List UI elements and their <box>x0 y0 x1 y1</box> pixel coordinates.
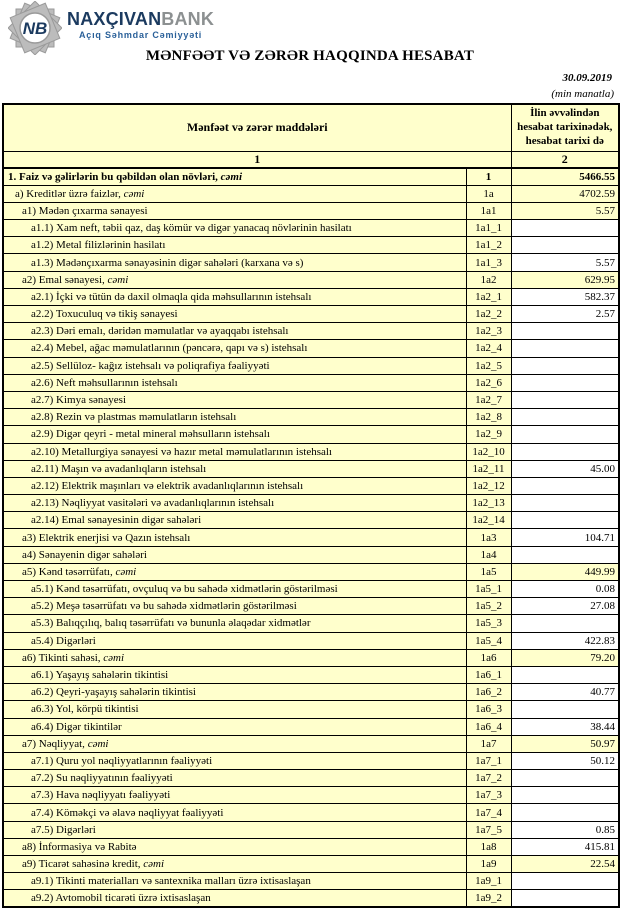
report-date: 30.09.2019 <box>562 72 612 84</box>
row-label: a8) İnformasiya və Rabitə <box>22 840 137 853</box>
row-code-cell: 1a2_12 <box>466 477 511 494</box>
row-label-cell <box>3 684 466 701</box>
row-label-cell <box>3 770 466 787</box>
row-value-cell: 5.57 <box>511 202 619 219</box>
row-label: a5.4) Digərləri <box>31 634 96 647</box>
table-row <box>3 529 619 546</box>
row-value-cell <box>511 477 619 494</box>
table-row <box>3 821 619 838</box>
row-code-cell: 1 <box>466 168 511 185</box>
row-label: a2.10) Metallurgiya sənayesi və hazır metal məmulatlarının istehsalı <box>31 445 332 458</box>
row-code-cell: 1a5 <box>466 563 511 580</box>
row-value-cell <box>511 391 619 408</box>
row-code-cell: 1a8 <box>466 838 511 855</box>
row-label-cell <box>3 185 466 202</box>
row-value-cell: 50.97 <box>511 735 619 752</box>
row-label: a9) Ticarət sahəsinə kredit, <box>22 858 144 871</box>
row-code-cell: 1a1_3 <box>466 254 511 271</box>
row-label: a7.4) Köməkçi və əlavə nəqliyyat fəaliyyəti <box>31 806 224 819</box>
row-label-cell <box>3 220 466 237</box>
bank-seal-icon <box>8 1 62 55</box>
row-code-cell: 1a6_3 <box>466 701 511 718</box>
row-value-cell <box>511 770 619 787</box>
row-label-cell <box>3 202 466 219</box>
row-code-cell: 1a2 <box>466 271 511 288</box>
row-value-cell <box>511 495 619 512</box>
row-value-cell: 0.08 <box>511 581 619 598</box>
row-label-cell <box>3 787 466 804</box>
table-row <box>3 426 619 443</box>
row-label: a2) Emal sənayesi, <box>22 273 108 286</box>
row-label-cell <box>3 443 466 460</box>
table-row <box>3 512 619 529</box>
row-code-cell: 1a2_13 <box>466 495 511 512</box>
row-code-cell: 1a2_14 <box>466 512 511 529</box>
row-label-cell <box>3 306 466 323</box>
row-label: a2.7) Kimya sənayesi <box>31 394 126 407</box>
row-label: a6.2) Qeyri-yaşayış sahələrin tikintisi <box>31 686 196 699</box>
row-value-cell: 449.99 <box>511 563 619 580</box>
column-number-row <box>3 151 619 168</box>
row-label-cell <box>3 701 466 718</box>
row-value-cell <box>511 546 619 563</box>
row-code-cell: 1a1_2 <box>466 237 511 254</box>
row-label: a5.1) Kənd təsərrüfatı, ovçuluq və bu sahədə xidmətlərin göstərilməsi <box>31 583 338 596</box>
row-value-cell: 582.37 <box>511 288 619 305</box>
row-label-cell <box>3 890 466 907</box>
row-label-italic-suffix: cəmi <box>115 565 137 578</box>
table-row <box>3 477 619 494</box>
row-label-cell <box>3 804 466 821</box>
row-label: a5.2) Meşə təsərrüfatı və bu sahədə xidmətlərin göstərilməsi <box>31 600 297 613</box>
row-value-cell <box>511 615 619 632</box>
row-label-cell <box>3 649 466 666</box>
row-value-cell: 422.83 <box>511 632 619 649</box>
row-code-cell: 1a2_3 <box>466 323 511 340</box>
row-label: a2.13) Nəqliyyat vasitələri və avadanlıqlarının istehsalı <box>31 497 275 510</box>
row-label-italic-suffix: cəmi <box>107 273 129 286</box>
row-value-cell: 5466.55 <box>511 168 619 185</box>
row-value-cell <box>511 374 619 391</box>
row-label-italic-suffix: cəmi <box>123 187 145 200</box>
table-row <box>3 873 619 890</box>
row-value-cell <box>511 340 619 357</box>
row-value-cell <box>511 666 619 683</box>
row-code-cell: 1a1 <box>466 202 511 219</box>
row-code-cell: 1a2_2 <box>466 306 511 323</box>
row-code-cell: 1a7_3 <box>466 787 511 804</box>
table-row <box>3 856 619 873</box>
row-value-cell <box>511 357 619 374</box>
row-label-cell <box>3 615 466 632</box>
row-value-cell <box>511 323 619 340</box>
row-label: a4) Sənayenin digər sahələri <box>22 548 147 561</box>
row-label-cell <box>3 495 466 512</box>
row-value-cell: 104.71 <box>511 529 619 546</box>
table-row <box>3 598 619 615</box>
row-label: a2.3) Dəri emalı, dəridən məmulatlar və ayaqqabı istehsalı <box>31 325 289 338</box>
brand-block <box>67 10 214 40</box>
row-code-cell: 1a2_6 <box>466 374 511 391</box>
row-label-cell <box>3 391 466 408</box>
table-header-row <box>3 104 619 151</box>
brand-subtitle: Açıq Səhmdar Cəmiyyəti <box>78 30 203 40</box>
row-code-cell: 1a5_4 <box>466 632 511 649</box>
row-label-cell <box>3 735 466 752</box>
value-header-cell: İlin əvvəlindən hesabat tarixinədək, hesabat tarixi də <box>511 104 619 151</box>
row-value-cell: 38.44 <box>511 718 619 735</box>
row-label: a7.5) Digərləri <box>31 823 96 836</box>
row-label: a9.2) Avtomobil ticarəti üzrə ixtisaslaşan <box>31 892 211 905</box>
row-label-cell <box>3 632 466 649</box>
row-value-cell: 50.12 <box>511 752 619 769</box>
row-label: a2.8) Rezin və plastmas məmulatların istehsalı <box>31 411 237 424</box>
value-column-number: 2 <box>511 151 619 168</box>
row-label-cell <box>3 426 466 443</box>
table-row <box>3 684 619 701</box>
row-value-cell: 629.95 <box>511 271 619 288</box>
row-code-cell: 1a2_9 <box>466 426 511 443</box>
row-label: a3) Elektrik enerjisi və Qazın istehsalı <box>22 531 191 544</box>
table-row <box>3 323 619 340</box>
row-label-cell <box>3 374 466 391</box>
row-code-cell: 1a5_2 <box>466 598 511 615</box>
row-value-cell <box>511 409 619 426</box>
brand-name <box>67 10 214 28</box>
row-label: a9.1) Tikinti materialları və santexnika malları üzrə ixtisaslaşan <box>31 875 311 888</box>
row-label-italic-suffix: cəmi <box>220 170 243 183</box>
table-row <box>3 391 619 408</box>
unit-note: (min manatla) <box>551 88 614 100</box>
table-row <box>3 237 619 254</box>
row-label: a) Kreditlər üzrə faizlər, <box>15 187 124 200</box>
row-code-cell: 1a7 <box>466 735 511 752</box>
row-value-cell <box>511 873 619 890</box>
row-value-cell: 79.20 <box>511 649 619 666</box>
row-label-cell <box>3 581 466 598</box>
row-label: a6) Tikinti sahəsi, <box>22 651 104 664</box>
row-label-cell <box>3 237 466 254</box>
row-label-italic-suffix: cəmi <box>87 737 109 750</box>
row-label-cell <box>3 873 466 890</box>
row-code-cell: 1a2_11 <box>466 460 511 477</box>
row-code-cell: 1a2_1 <box>466 288 511 305</box>
row-label-cell <box>3 323 466 340</box>
row-value-cell: 45.00 <box>511 460 619 477</box>
table-row <box>3 306 619 323</box>
row-code-cell: 1a3 <box>466 529 511 546</box>
row-value-cell <box>511 443 619 460</box>
table-row <box>3 374 619 391</box>
row-label: a2.9) Digər qeyri - metal mineral məhsulların istehsalı <box>31 428 270 441</box>
row-label: a2.5) Sellüloz- kağız istehsalı və poliqrafiya fəaliyyəti <box>31 359 270 372</box>
report-title: MƏNFƏƏT VƏ ZƏRƏR HAQQINDA HESABAT <box>145 48 475 64</box>
seal-monogram: NB <box>22 19 48 38</box>
table-row <box>3 890 619 907</box>
row-label: a1.3) Mədənçıxarma sənayəsinin digər sahələri (karxana və s) <box>31 256 304 269</box>
row-label: a2.11) Maşın və avadanlıqların istehsalı <box>31 462 207 475</box>
table-row <box>3 409 619 426</box>
row-code-cell: 1a <box>466 185 511 202</box>
row-label-italic-suffix: cəmi <box>143 858 165 871</box>
row-code-cell: 1a4 <box>466 546 511 563</box>
row-value-cell <box>511 787 619 804</box>
table-row <box>3 581 619 598</box>
row-code-cell: 1a2_7 <box>466 391 511 408</box>
row-code-cell: 1a6_4 <box>466 718 511 735</box>
row-value-cell <box>511 804 619 821</box>
table-row <box>3 735 619 752</box>
row-code-cell: 1a5_1 <box>466 581 511 598</box>
row-code-cell: 1a2_4 <box>466 340 511 357</box>
row-label: a2.6) Neft məhsullarının istehsalı <box>31 376 178 389</box>
row-label-cell <box>3 460 466 477</box>
table-row <box>3 701 619 718</box>
table-row <box>3 495 619 512</box>
row-code-cell: 1a7_2 <box>466 770 511 787</box>
row-label-cell <box>3 409 466 426</box>
row-label: a6.1) Yaşayış sahələrin tikintisi <box>31 669 169 682</box>
row-value-cell: 5.57 <box>511 254 619 271</box>
row-label: a7.2) Su nəqliyyatının fəaliyyəti <box>31 772 173 785</box>
row-label: a2.14) Emal sənayesinin digər sahələri <box>31 514 202 527</box>
row-value-cell <box>511 512 619 529</box>
row-label-cell <box>3 752 466 769</box>
row-code-cell: 1a6 <box>466 649 511 666</box>
row-code-cell: 1a6_1 <box>466 666 511 683</box>
row-label: a1) Mədən çıxarma sənayesi <box>22 204 148 217</box>
row-label-cell <box>3 821 466 838</box>
table-row <box>3 443 619 460</box>
table-row <box>3 340 619 357</box>
row-value-cell <box>511 237 619 254</box>
row-value-cell: 4702.59 <box>511 185 619 202</box>
table-row <box>3 787 619 804</box>
row-label: a6.3) Yol, körpü tikintisi <box>31 703 139 716</box>
table-row <box>3 220 619 237</box>
row-code-cell: 1a9_2 <box>466 890 511 907</box>
row-label-cell <box>3 666 466 683</box>
row-label: a2.12) Elektrik maşınları və elektrik avadanlıqlarının istehsalı <box>31 479 304 492</box>
row-label: a7) Nəqliyyat, <box>22 737 88 750</box>
table-row <box>3 168 619 185</box>
table-row <box>3 546 619 563</box>
table-row <box>3 563 619 580</box>
row-label-cell <box>3 529 466 546</box>
row-code-cell: 1a7_1 <box>466 752 511 769</box>
report-table <box>2 103 620 908</box>
row-label-cell <box>3 563 466 580</box>
row-value-cell <box>511 890 619 907</box>
row-label-cell <box>3 288 466 305</box>
table-row <box>3 357 619 374</box>
table-row <box>3 804 619 821</box>
row-code-cell: 1a1_1 <box>466 220 511 237</box>
row-code-cell: 1a6_2 <box>466 684 511 701</box>
items-column-number: 1 <box>3 151 511 168</box>
row-label-cell <box>3 856 466 873</box>
table-row <box>3 838 619 855</box>
row-label-cell <box>3 838 466 855</box>
table-row <box>3 288 619 305</box>
table-row <box>3 254 619 271</box>
row-label-cell <box>3 271 466 288</box>
row-value-cell <box>511 426 619 443</box>
table-row <box>3 718 619 735</box>
row-label-cell <box>3 598 466 615</box>
row-label-cell <box>3 546 466 563</box>
row-label-cell <box>3 357 466 374</box>
row-code-cell: 1a2_10 <box>466 443 511 460</box>
items-header-cell: Mənfəət və zərər maddələri <box>3 104 511 151</box>
row-label-cell <box>3 477 466 494</box>
row-value-cell <box>511 701 619 718</box>
row-label: a7.3) Hava nəqliyyatı fəaliyyəti <box>31 789 171 802</box>
row-label: a1.1) Xam neft, təbii qaz, daş kömür və digər yanacaq növlərinin hasilatı <box>31 222 352 235</box>
row-value-cell <box>511 220 619 237</box>
table-row <box>3 770 619 787</box>
row-label: a5) Kənd təsərrüfatı, <box>22 565 116 578</box>
table-row <box>3 649 619 666</box>
row-label: a6.4) Digər tikintilər <box>31 720 122 733</box>
row-value-cell: 2.57 <box>511 306 619 323</box>
table-row <box>3 752 619 769</box>
table-row <box>3 615 619 632</box>
row-label-italic-suffix: cəmi <box>103 651 125 664</box>
row-code-cell: 1a7_5 <box>466 821 511 838</box>
row-value-cell: 415.81 <box>511 838 619 855</box>
table-row <box>3 666 619 683</box>
row-label-cell <box>3 512 466 529</box>
brand-name-secondary: BANK <box>161 9 215 29</box>
row-code-cell: 1a2_5 <box>466 357 511 374</box>
report-table-body <box>3 168 619 907</box>
row-label: a5.3) Balıqçılıq, balıq təsərrüfatı və bununla əlaqədar xidmətlər <box>31 617 311 630</box>
table-row <box>3 202 619 219</box>
row-label: a2.2) Toxuculuq və tikiş sənayesi <box>31 308 178 321</box>
row-label: a7.1) Quru yol nəqliyyatlarının fəaliyyəti <box>31 754 213 767</box>
brand-name-primary: NAXÇIVAN <box>67 9 162 29</box>
row-label: a2.4) Mebel, ağac məmulatlarının (pəncərə, qapı və s) istehsalı <box>31 342 308 355</box>
row-label: 1. Faiz və gəlirlərin bu qəbildən olan növləri, <box>8 170 221 183</box>
table-row <box>3 271 619 288</box>
row-value-cell: 0.85 <box>511 821 619 838</box>
row-label-cell <box>3 340 466 357</box>
row-label: a2.1) İçki və tütün də daxil olmaqla qida məhsullarının istehsalı <box>31 290 312 303</box>
row-label-cell <box>3 254 466 271</box>
row-code-cell: 1a9 <box>466 856 511 873</box>
row-value-cell: 27.08 <box>511 598 619 615</box>
row-label-cell <box>3 168 466 185</box>
row-label-cell <box>3 718 466 735</box>
row-code-cell: 1a5_3 <box>466 615 511 632</box>
row-code-cell: 1a2_8 <box>466 409 511 426</box>
row-code-cell: 1a7_4 <box>466 804 511 821</box>
row-value-cell: 40.77 <box>511 684 619 701</box>
table-row <box>3 460 619 477</box>
row-code-cell: 1a9_1 <box>466 873 511 890</box>
row-value-cell: 22.54 <box>511 856 619 873</box>
table-row <box>3 632 619 649</box>
table-row <box>3 185 619 202</box>
row-label: a1.2) Metal filizlərinin hasilatı <box>31 239 166 252</box>
